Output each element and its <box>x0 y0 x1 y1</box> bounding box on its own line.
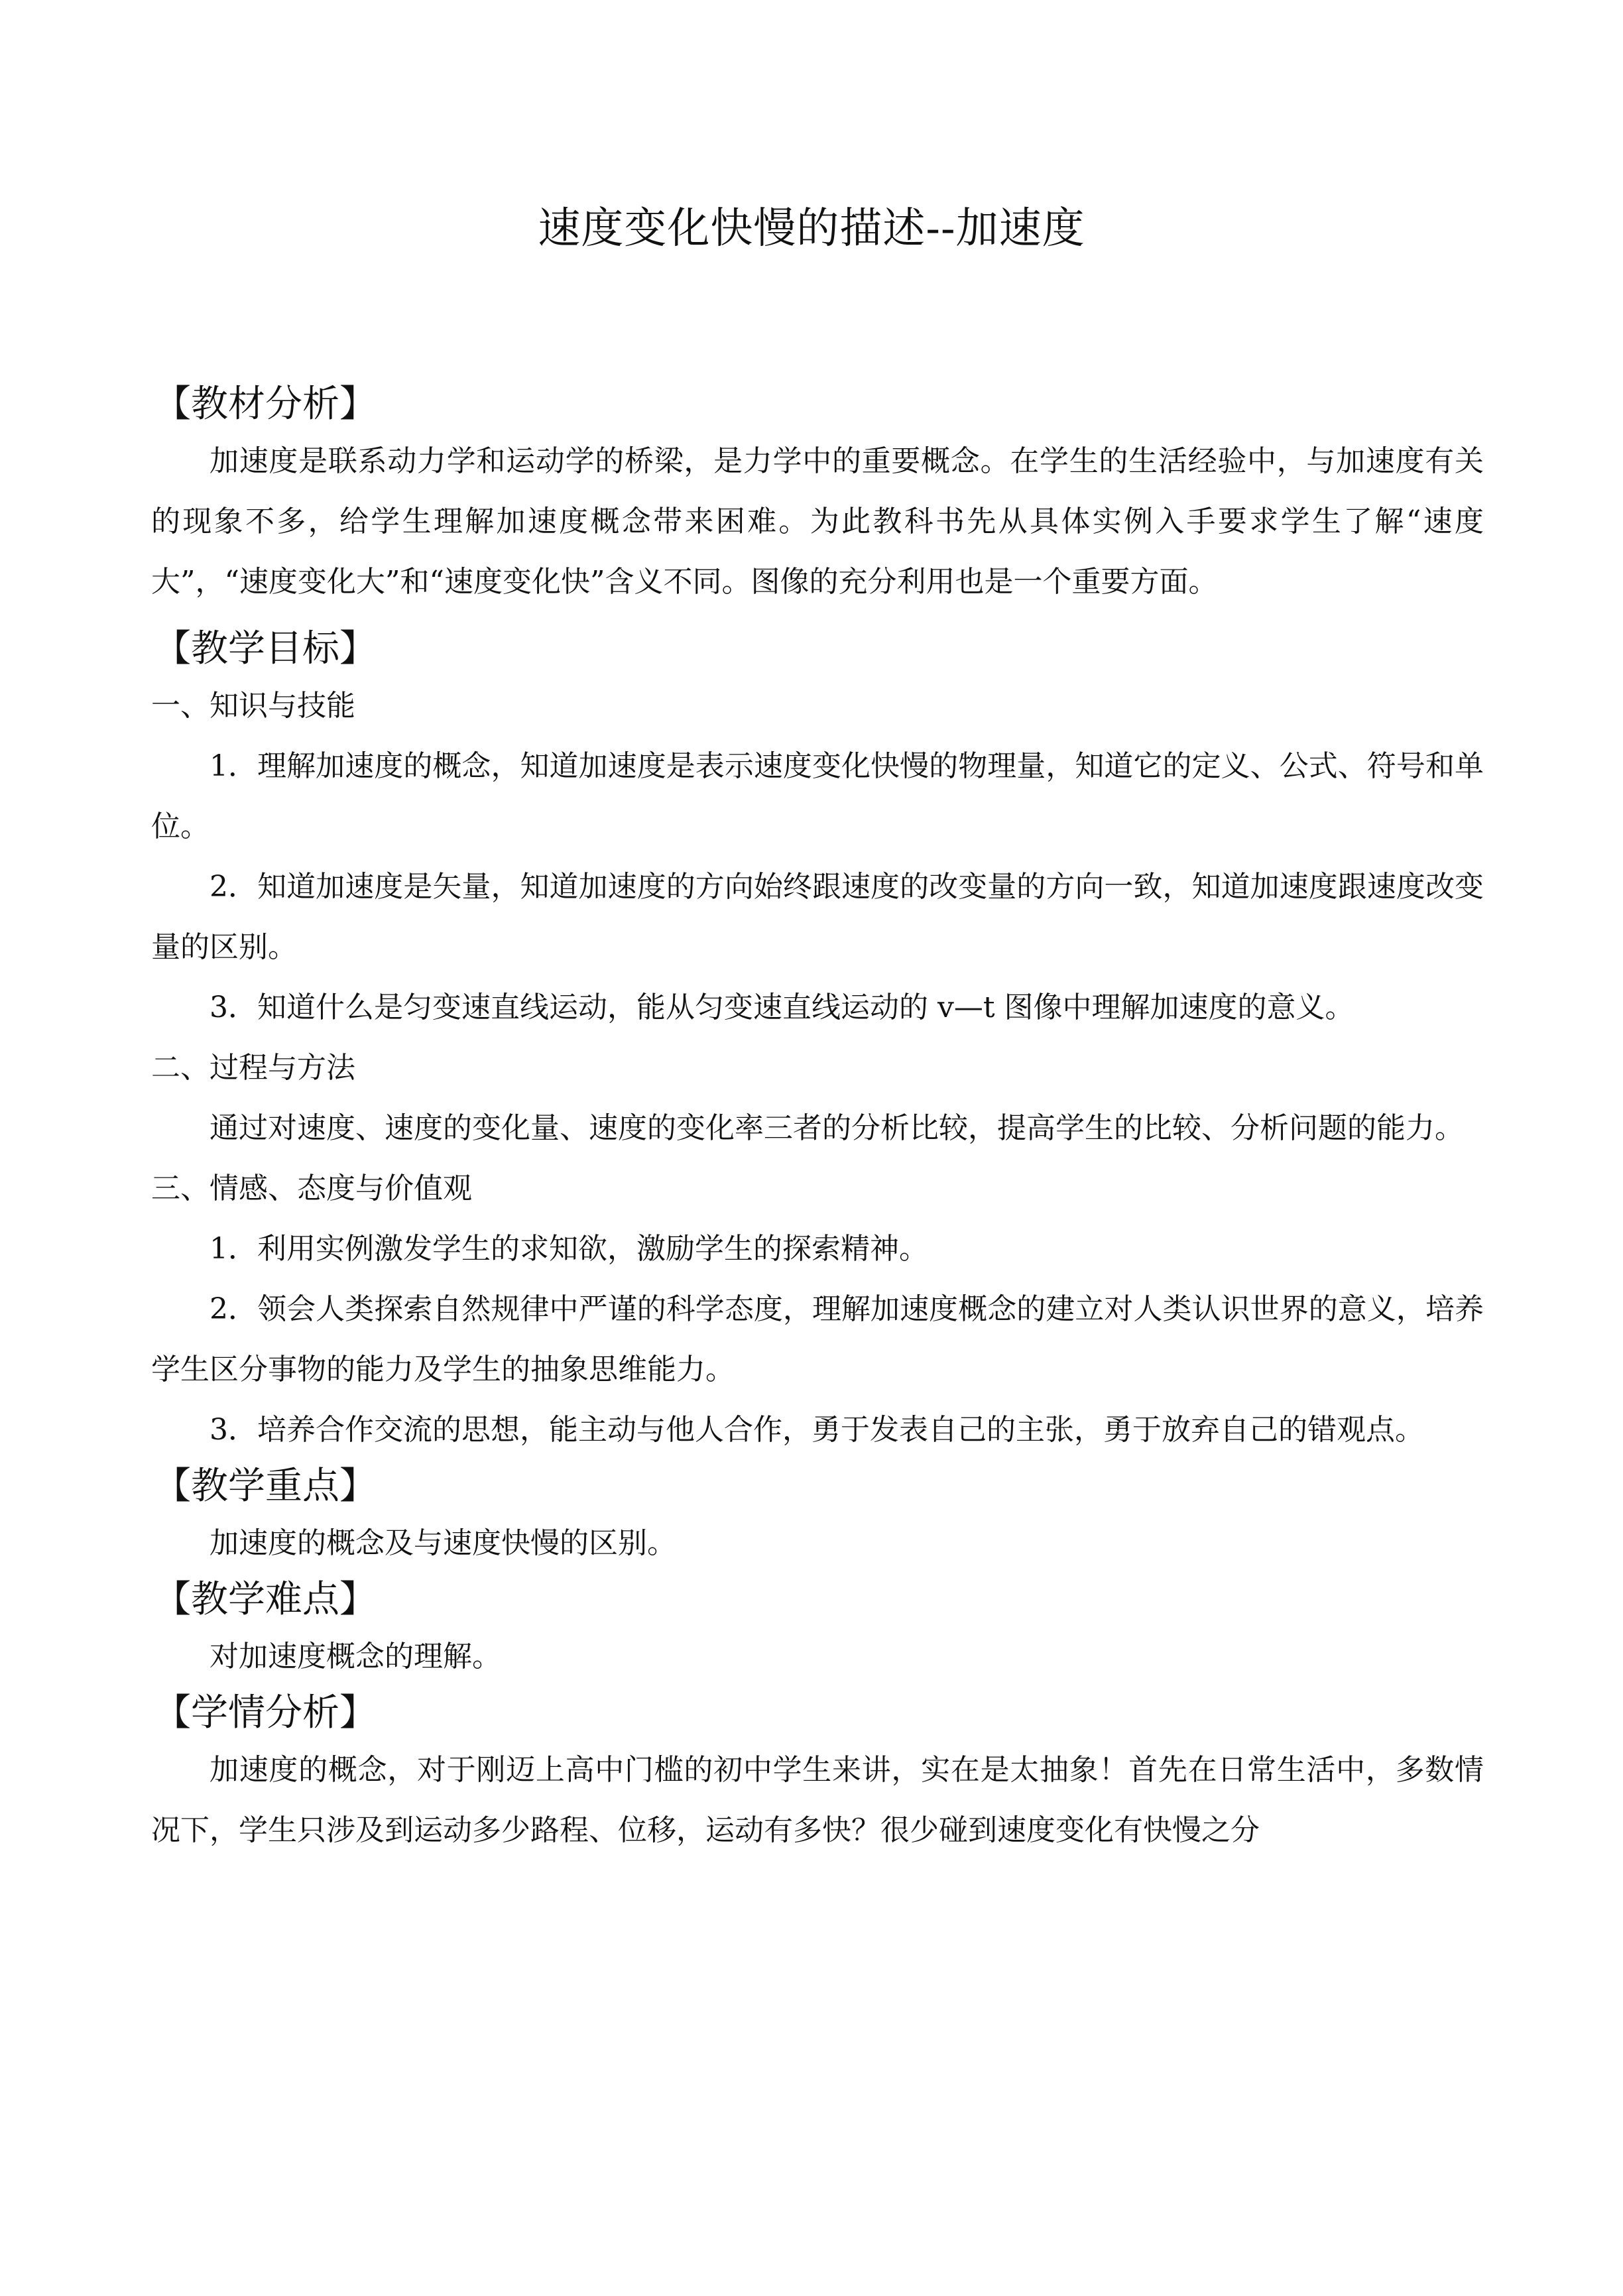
emotion-item-1: 1．利用实例激发学生的求知欲，激励学生的探索精神。 <box>210 1232 928 1266</box>
knowledge-item-2: 2．知道加速度是矢量，知道加速度的方向始终跟速度的改变量的方向一致，知道加速度跟速度改变量的区别。 <box>151 870 1484 964</box>
heading-student-analysis: 【学情分析】 <box>154 1691 377 1734</box>
subheading-process-method: 二、过程与方法 <box>151 1051 355 1085</box>
document-title: 速度变化快慢的描述--加速度 <box>538 204 1085 253</box>
document-body <box>151 378 1484 1860</box>
student-analysis-text: 加速度的概念，对于刚迈上高中门槛的初中学生来讲，实在是太抽象！首先在日常生活中，多数情况下，学生只涉及到运动多少路程、位移，运动有多快？很少碰到速度变化有快慢之分 <box>151 1753 1484 1847</box>
heading-teaching-goals: 【教学目标】 <box>154 627 377 670</box>
emotion-item-3: 3．培养合作交流的思想，能主动与他人合作，勇于发表自己的主张，勇于放弃自己的错观点。 <box>210 1413 1424 1447</box>
subheading-emotion-values: 三、情感、态度与价值观 <box>151 1172 472 1205</box>
heading-difficulties: 【教学难点】 <box>154 1578 377 1621</box>
textbook-analysis-text: 加速度是联系动力学和运动学的桥梁，是力学中的重要概念。在学生的生活经验中，与加速度有关的现象不多，给学生理解加速度概念带来困难。为此教科书先从具体实例入手要求学生了解“速度大”，“速度变化大”和“速度变化快”含义不同。图像的充分利用也是一个重要方面。 <box>151 444 1484 599</box>
key-points-text: 加速度的概念及与速度快慢的区别。 <box>210 1526 676 1560</box>
process-method-text: 通过对速度、速度的变化量、速度的变化率三者的分析比较，提高学生的比较、分析问题的能力。 <box>210 1111 1464 1145</box>
knowledge-item-3: 3．知道什么是匀变速直线运动，能从匀变速直线运动的 v—t 图像中理解加速度的意义。 <box>210 991 1354 1024</box>
emotion-item-2: 2．领会人类探索自然规律中严谨的科学态度，理解加速度概念的建立对人类认识世界的意义，培养学生区分事物的能力及学生的抽象思维能力。 <box>151 1292 1484 1386</box>
heading-textbook-analysis: 【教材分析】 <box>154 383 377 426</box>
heading-key-points: 【教学重点】 <box>154 1465 377 1508</box>
subheading-knowledge-skills: 一、知识与技能 <box>151 689 355 723</box>
difficulties-text: 对加速度概念的理解。 <box>210 1640 501 1673</box>
knowledge-item-1: 1．理解加速度的概念，知道加速度是表示速度变化快慢的物理量，知道它的定义、公式、符号和单位。 <box>151 749 1484 843</box>
